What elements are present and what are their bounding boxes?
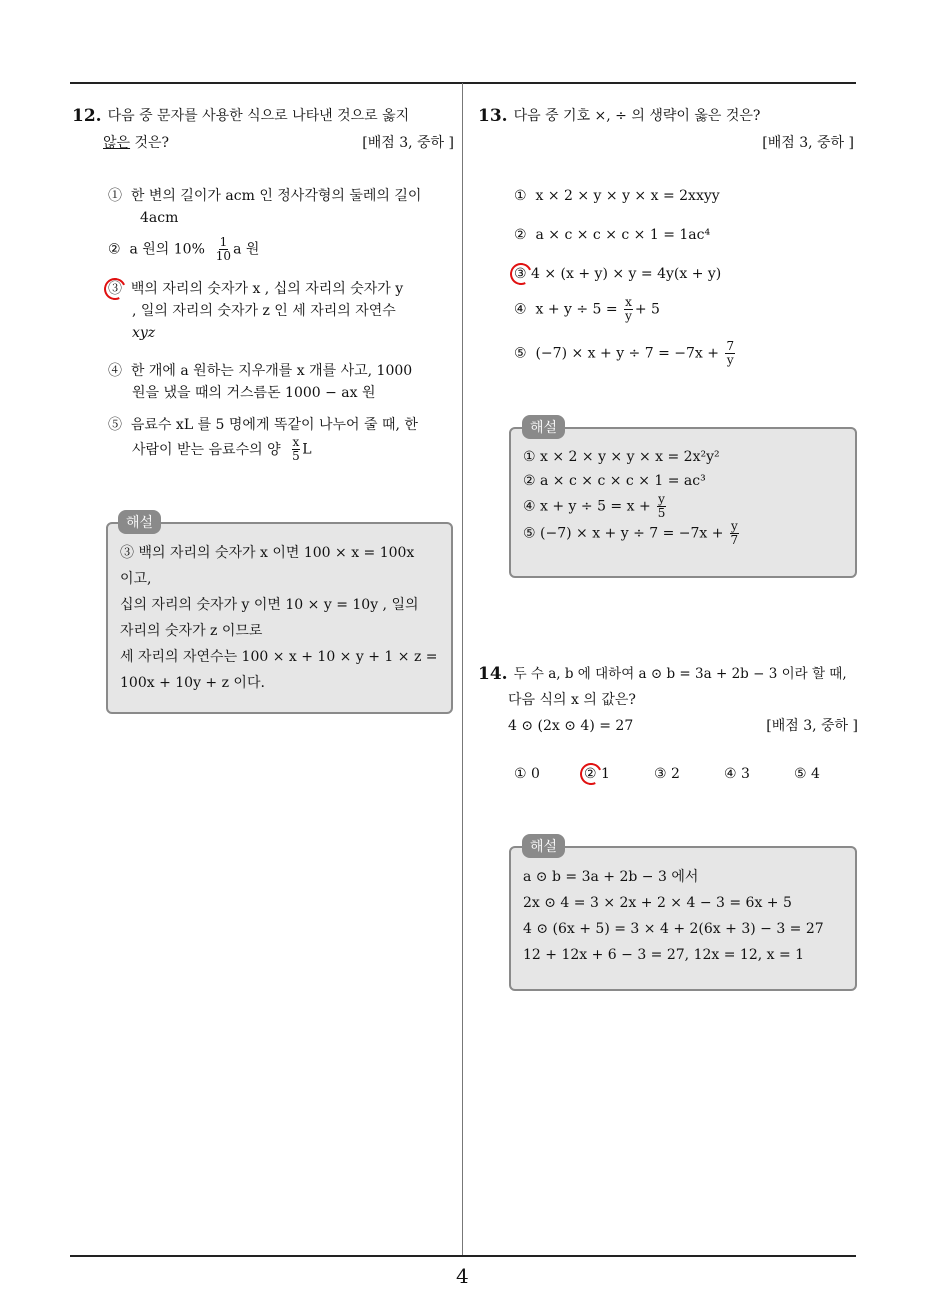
solution-tag: 해설 [118, 510, 161, 534]
q14-choice-3[interactable]: ③ 2 [654, 766, 680, 782]
solution-tag: 해설 [522, 834, 565, 858]
fraction: $\frac{7}{y}$ [726, 339, 735, 367]
q14-choice-4[interactable]: ④ 3 [724, 766, 750, 782]
question-text: 두 수 a, b 에 대하여 a ⊙ b = 3a + 2b − 3 이라 할 때, [513, 666, 847, 682]
bottom-rule [70, 1255, 856, 1257]
point-meta: [배점 3, 중하 ] [762, 135, 854, 151]
top-rule [70, 82, 856, 84]
point-meta: [배점 3, 중하 ] [766, 718, 858, 734]
fraction: $\frac{1}{10}$ [215, 235, 232, 263]
q12-option-3[interactable]: ③ 백의 자리의 숫자가 x , 십의 자리의 숫자가 y , 일의 자리의 숫자가 z 인 세 자리의 자연수 xyz [108, 281, 404, 341]
q14-choice-1[interactable]: ① 0 [514, 766, 540, 782]
question-number: 14. [478, 664, 508, 684]
q13-solution-box: ① x × 2 × y × y × x = 2x²y² ② a × c × c × c × 1 = ac³ ④ x + y ÷ 5 = x + $\frac{y}{5}$ ⑤ (−7) × x + y ÷ 7 = −7x + $\frac{y}{7}$ [509, 427, 857, 578]
q14-choice-2[interactable]: ② 1 [584, 766, 610, 782]
q13-option-4[interactable]: ④ x + y ÷ 5 = $\frac{x}{y}$ + 5 [514, 295, 660, 323]
question-14 [478, 664, 858, 736]
fraction: $\frac{x}{5}$ [292, 435, 300, 463]
question-number: 12. [72, 106, 102, 126]
fraction: $\frac{x}{y}$ [625, 295, 632, 323]
question-text-line2: 다음 식의 x 의 값은? [508, 692, 636, 708]
question-text: 다음 중 기호 ×, ÷ 의 생략이 옳은 것은? [513, 108, 761, 124]
q12-option-2[interactable]: ② a 원의 10% $\frac{1}{10}$ a 원 [108, 235, 260, 263]
q14-choice-5[interactable]: ⑤ 4 [794, 766, 820, 782]
point-meta: [배점 3, 중하 ] [362, 135, 454, 151]
equation: 4 ⊙ (2x ⊙ 4) = 27 [508, 718, 634, 734]
fraction: $\frac{y}{5}$ [657, 492, 666, 520]
question-12 [72, 106, 454, 153]
q12-option-1[interactable]: ① 한 변의 길이가 acm 인 정사각형의 둘레의 길이 4acm [108, 188, 422, 226]
q12-option-5[interactable]: ⑤ 음료수 xL 를 5 명에게 똑같이 나누어 줄 때, 한 사람이 받는 음료수의 양 $\frac{x}{5}$ L [108, 417, 418, 463]
question-number: 13. [478, 106, 508, 126]
q12-option-4[interactable]: ④ 한 개에 a 원하는 지우개를 x 개를 사고, 1000 원을 냈을 때의 거스름돈 1000 − ax 원 [108, 363, 413, 401]
q13-option-3[interactable]: ③ 4 × (x + y) × y = 4y(x + y) [514, 266, 722, 282]
page-number: 4 [456, 1264, 469, 1288]
solution-tag: 해설 [522, 415, 565, 439]
q14-choices [514, 766, 854, 788]
q13-option-2[interactable]: ② a × c × c × c × 1 = 1ac⁴ [514, 227, 711, 243]
q13-option-5[interactable]: ⑤ (−7) × x + y ÷ 7 = −7x + $\frac{7}{y}$ [514, 339, 735, 367]
question-text: 다음 중 문자를 사용한 식으로 나타낸 것으로 옳지 [107, 108, 410, 124]
q12-solution-box: ③ 백의 자리의 숫자가 x 이면 100 × x = 100x 이고, 십의 자리의 숫자가 y 이면 10 × y = 10y , 일의 자리의 숫자가 z 이므로 세 자리의 자연수는 100 × x + 10 × y + 1 × z = 100x + 10y + z 이다. [106, 522, 453, 714]
q13-option-1[interactable]: ① x × 2 × y × y × x = 2xxyy [514, 188, 720, 204]
question-text-line2: 않은 것은? [103, 135, 170, 151]
q14-solution-box: a ⊙ b = 3a + 2b − 3 에서 2x ⊙ 4 = 3 × 2x + 2 × 4 − 3 = 6x + 5 4 ⊙ (6x + 5) = 3 × 4 + 2(6x + 3) − 3 = 27 12 + 12x + 6 − 3 = 27, 12x = 12, x = 1 [509, 846, 857, 991]
column-divider [462, 83, 463, 1256]
question-13 [478, 106, 856, 153]
fraction: $\frac{y}{7}$ [730, 519, 739, 547]
